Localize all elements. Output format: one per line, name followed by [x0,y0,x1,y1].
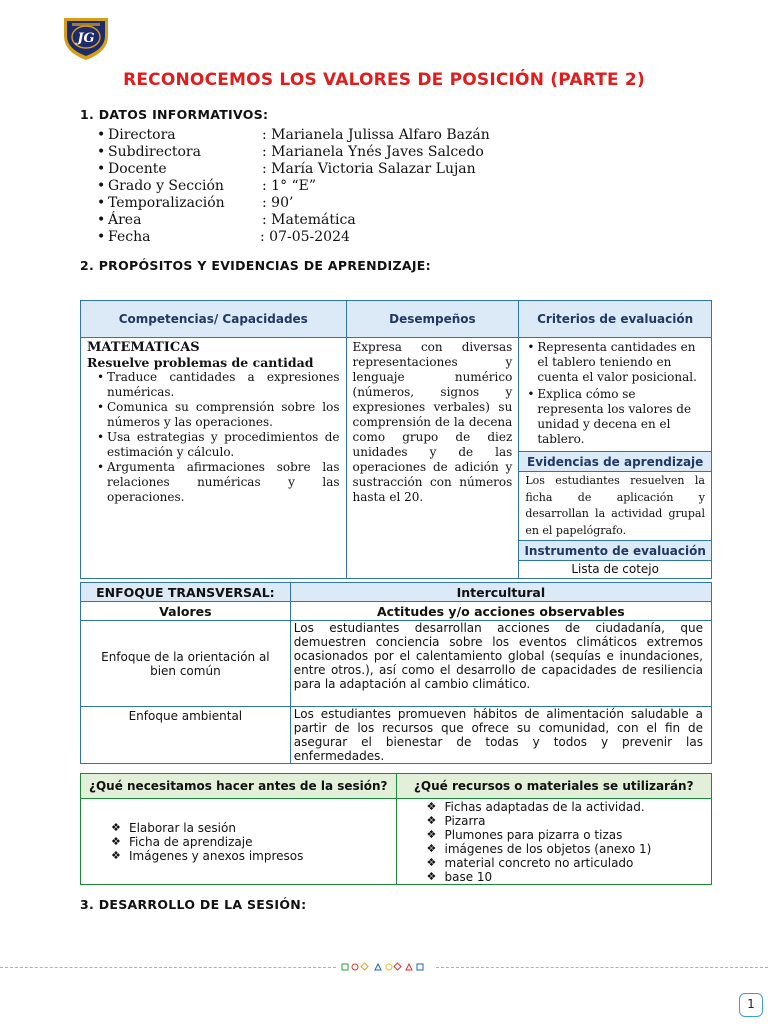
enfoque-row-text: Los estudiantes desarrollan acciones de ciudadanía, que demuestren conciencia sobre los eventos climáticos extremos ocasionados por el calentamiento global (sequías e inundaciones, entre otros.), así como el desarrollo de capacidades de resiliencia para la adaptación al cambio climático. [290,621,711,707]
datos-informativos-list [97,127,490,246]
list-item: • Representa cantidades en el tablero teniendo en cuenta el valor posicional. [537,340,705,385]
capacidades-list [97,370,340,505]
competencias-table [80,300,712,579]
antes-cell [81,799,397,885]
list-item: ❖ imágenes de los objetos (anexo 1) [421,842,712,856]
datos-item: • Fecha : 07-05-2024 [97,229,350,245]
enfoque-row-label: Enfoque de la orientación al bien común [81,621,291,707]
valores-header: Valores [81,602,291,621]
materiales-cell [396,799,712,885]
area-name: MATEMATICAS [87,340,200,355]
svg-text:JG: JG [77,31,95,46]
materiales-list [397,800,712,884]
instrumento-heading: Instrumento de evaluación [519,540,711,561]
list-item: ❖ Elaborar la sesión [105,821,396,835]
enfoque-row-label: Enfoque ambiental [81,707,291,764]
actitudes-header: Actitudes y/o acciones observables [290,602,711,621]
list-item: ❖ material concreto no articulado [421,856,712,870]
section-datos-heading: 1. DATOS INFORMATIVOS: [80,107,269,122]
enfoque-table [80,582,712,764]
enfoque-row-text: Los estudiantes promueven hábitos de alimentación saludable a partir de los recursos que ofrece su comunidad, con el fin de asegurar el bienestar de todas y todos y prevenir las enfermedades. [290,707,711,764]
section-desarrollo-heading: 3. DESARROLLO DE LA SESIÓN: [80,897,307,912]
header-criterios: Criterios de evaluación [519,301,712,338]
competencias-cell [81,338,347,579]
datos-item: • Temporalización : 90’ [97,195,294,211]
list-item: ❖ Pizarra [421,814,712,828]
list-item: • Traduce cantidades a expresiones numéricas. [97,370,340,400]
criterios-cell [519,338,712,579]
criterios-list [519,338,711,451]
enfoque-value: Intercultural [290,583,711,602]
competencia-name: Resuelve problemas de cantidad [87,355,314,370]
list-item: ❖ Fichas adaptadas de la actividad. [421,800,712,814]
list-item: • Argumenta afirmaciones sobre las relaciones numéricas y las operaciones. [97,460,340,505]
section-propositos-heading: 2. PROPÓSITOS Y EVIDENCIAS DE APRENDIZAJE: [80,258,431,273]
datos-item: • Área : Matemática [97,212,356,228]
page-number: 1 [739,993,763,1017]
enfoque-label: ENFOQUE TRANSVERSAL: [81,583,291,602]
list-item: • Usa estrategias y procedimientos de estimación y cálculo. [97,430,340,460]
list-item: • Explica cómo se representa los valores de unidad y decena en el tablero. [537,387,705,447]
list-item: • Comunica su comprensión sobre los números y las operaciones. [97,400,340,430]
list-item: ❖ Plumones para pizarra o tizas [421,828,712,842]
desempeno-cell: Expresa con diversas representaciones y lenguaje numérico (números, signos y expresiones verbales) su comprensión de la decena como grupo de diez unidades y de las operaciones de adición y sustracción con números hasta el 20. [346,338,519,579]
datos-item: • Grado y Sección : 1° “E” [97,178,317,194]
materiales-header: ¿Qué recursos o materiales se utilizarán? [396,774,712,799]
datos-item: • Directora : Marianela Julissa Alfaro Bazán [97,127,490,143]
evidencias-heading: Evidencias de aprendizaje [519,451,711,472]
page-title: RECONOCEMOS LOS VALORES DE POSICIÓN (PARTE 2) [123,70,645,90]
antes-list [81,821,396,863]
recursos-table [80,773,712,885]
antes-header: ¿Qué necesitamos hacer antes de la sesión? [81,774,397,799]
header-desempenos: Desempeños [346,301,519,338]
footer-divider-left [0,967,336,968]
list-item: ❖ base 10 [421,870,712,884]
list-item: ❖ Ficha de aprendizaje [105,835,396,849]
datos-item: • Subdirectora : Marianela Ynés Javes Salcedo [97,144,484,160]
footer-divider-right [436,967,768,968]
instrumento-text: Lista de cotejo [571,562,659,576]
footer-shapes-ornament [340,961,430,973]
evidencias-text: Los estudiantes resuelven la ficha de aplicación y desarrollan la actividad grupal en el papelógrafo. [525,474,705,537]
header-competencias: Competencias/ Capacidades [81,301,347,338]
list-item: ❖ Imágenes y anexos impresos [105,849,396,863]
datos-item: • Docente : María Victoria Salazar Lujan [97,161,476,177]
school-crest-logo [60,14,112,62]
